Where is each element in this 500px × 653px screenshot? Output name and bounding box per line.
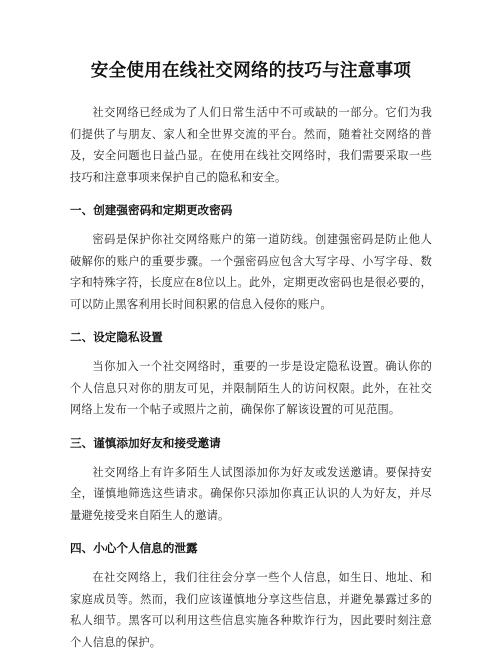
section-heading-4: 四、小心个人信息的泄露 (70, 541, 198, 555)
section-body-4: 在社交网络上，我们往往会分享一些个人信息，如生日、地址、和家庭成员等。然而，我们应该谨慎地分享这些信息，并避免暴露过多的私人细节。黑客可以利用这些信息实施各种欺诈行为，因此要时刻注意个人信息的保护。 (70, 571, 432, 649)
section-heading-2: 二、设定隐私设置 (70, 330, 163, 344)
section-heading-3: 三、谨慎添加好友和接受邀请 (70, 435, 221, 450)
document-title: 安全使用在线社交网络的技巧与注意事项 (90, 61, 412, 81)
section-body-1: 密码是保护你社交网络账户的第一道防线。创建强密码是防止他人破解你的账户的重要步骤。一个强密码应包含大写字母、小写字母、数字和特殊字符，长度应在8位以上。此外，定期更改密码也是很必要的，可以防止黑客利用长时间积累的信息入侵你的账户。 (70, 233, 432, 311)
section-body-3: 社交网络上有许多陌生人试图添加你为好友或发送邀请。要保持安全，谨慎地筛选这些请求。确保你只添加你真正认识的人为好友，并尽量避免接受来自陌生人的邀请。 (70, 465, 432, 522)
section-heading-1: 一、创建强密码和定期更改密码 (70, 203, 233, 217)
intro-paragraph: 社交网络已经成为了人们日常生活中不可或缺的一部分。它们为我们提供了与朋友、家人和全世界交流的平台。然而，随着社交网络的普及，安全问题也日益凸显。在使用在线社交网络时，我们需要采取一些技巧和注意事项来保护自己的隐私和安全。 (70, 106, 432, 184)
section-body-2: 当你加入一个社交网络时，重要的一步是设定隐私设置。确认你的个人信息只对你的朋友可见，并限制陌生人的访问权限。此外，在社交网络上发布一个帖子或照片之前，确保你了解该设置的可见范围。 (70, 360, 432, 416)
